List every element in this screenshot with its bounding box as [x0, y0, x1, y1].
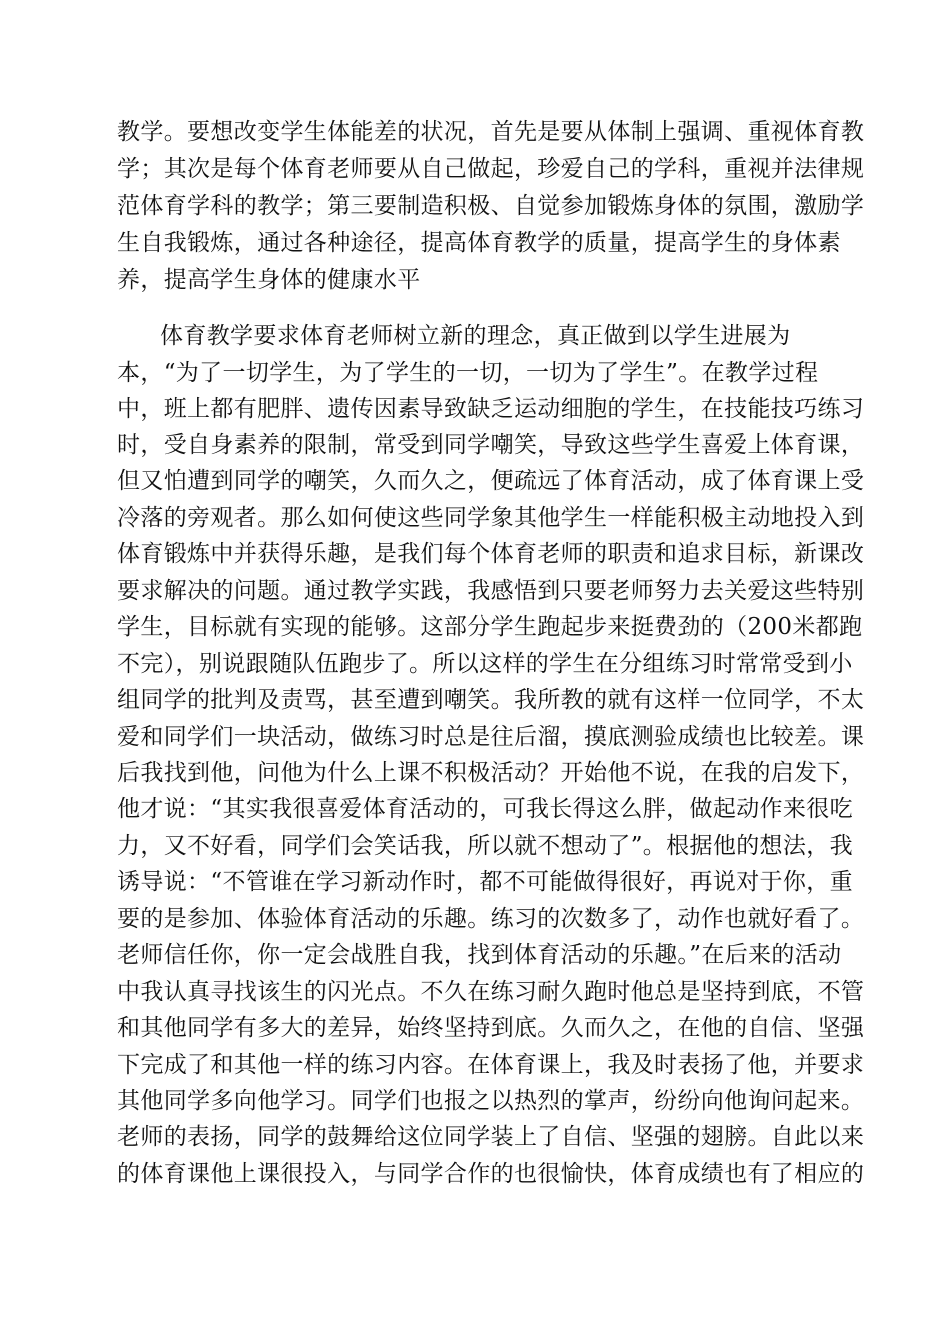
text-line: 教学。要想改变学生体能差的状况，首先是要从体制上强调、重视体育教 [117, 119, 865, 145]
text-line: 老师信任你，你一定会战胜自我，找到体育活动的乐趣。”在后来的活动 [117, 942, 842, 968]
text-line: 他才说：“其实我很喜爱体育活动的，可我长得这么胖，做起动作来很吃 [117, 796, 853, 822]
text-line: 但又怕遭到同学的嘲笑，久而久之，便疏远了体育活动，成了体育课上受 [117, 468, 865, 494]
text-line: 要求解决的问题。通过教学实践，我感悟到只要老师努力去关爱这些特别 [117, 578, 865, 604]
text-line: 的体育课他上课很投入，与同学合作的也很愉快，体育成绩也有了相应的 [117, 1161, 865, 1187]
text-line: 不完），别说跟随队伍跑步了。所以这样的学生在分组练习时常常受到小 [117, 651, 853, 677]
text-line: 范体育学科的教学；第三要制造积极、自觉参加锻炼身体的氛围，激励学 [117, 193, 865, 219]
text-line: 中我认真寻找该生的闪光点。不久在练习耐久跑时他总是坚持到底，不管 [117, 979, 865, 1005]
text-line: 体育教学要求体育老师树立新的理念，真正做到以学生进展为 [160, 323, 791, 349]
text-line: 下完成了和其他一样的练习内容。在体育课上，我及时表扬了他，并要求 [117, 1052, 865, 1078]
text-line: 其他同学多向他学习。同学们也报之以热烈的掌声，纷纷向他询问起来。 [117, 1088, 865, 1114]
text-line: 组同学的批判及责骂，甚至遭到嘲笑。我所教的就有这样一位同学，不太 [117, 687, 865, 713]
text-line: 冷落的旁观者。那么如何使这些同学象其他学生一样能积极主动地投入到 [117, 505, 865, 531]
text-line: 诱导说：“不管谁在学习新动作时，都不可能做得很好，再说对于你，重 [117, 869, 853, 895]
text-line: 生自我锻炼，通过各种途径，提高体育教学的质量，提高学生的身体素 [117, 230, 841, 256]
text-line: 爱和同学们一块活动，做练习时总是往后溜，摸底测验成绩也比较差。课 [117, 724, 865, 750]
text-line: 体育锻炼中并获得乐趣，是我们每个体育老师的职责和追求目标，新课改 [117, 541, 865, 567]
text-line: 养，提高学生身体的健康水平 [117, 267, 421, 293]
text-line: 要的是参加、体验体育活动的乐趣。练习的次数多了，动作也就好看了。 [117, 906, 865, 932]
text-line: 时，受自身素养的限制，常受到同学嘲笑，导致这些学生喜爱上体育课， [117, 432, 865, 458]
text-line: 老师的表扬，同学的鼓舞给这位同学装上了自信、坚强的翅膀。自此以来 [117, 1124, 865, 1150]
text-line: 和其他同学有多大的差异，始终坚持到底。久而久之，在他的自信、坚强 [117, 1015, 865, 1041]
text-line: 学；其次是每个体育老师要从自己做起，珍爱自己的学科，重视并法律规 [117, 156, 865, 182]
text-line: 后我找到他，问他为什么上课不积极活动？开始他不说，在我的启发下， [117, 760, 865, 786]
text-line: 学生，目标就有实现的能够。这部分学生跑起步来挺费劲的（200米都跑 [117, 614, 863, 640]
text-line: 力，又不好看，同学们会笑话我，所以就不想动了”。根据他的想法，我 [117, 833, 853, 859]
text-line: 中，班上都有肥胖、遗传因素导致缺乏运动细胞的学生，在技能技巧练习 [117, 396, 865, 422]
text-line: 本，“为了一切学生，为了学生的一切，一切为了学生”。在教学过程 [117, 360, 819, 386]
